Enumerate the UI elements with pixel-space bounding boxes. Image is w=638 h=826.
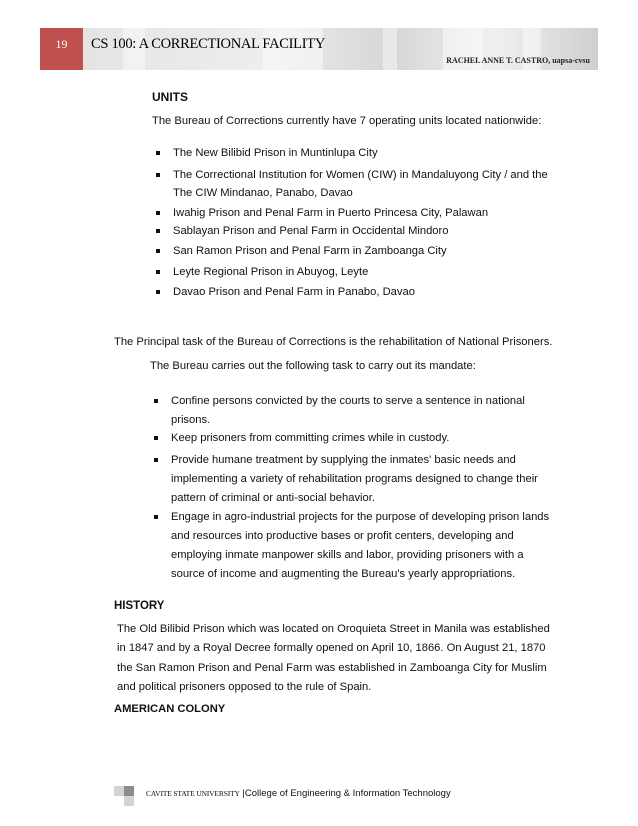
list-item: Leyte Regional Prison in Abuyog, Leyte <box>173 266 369 278</box>
list-item: prisons. <box>171 414 211 426</box>
list-item: implementing a variety of rehabilitation programs designed to change their <box>171 473 538 485</box>
principal-task: The Principal task of the Bureau of Corrections is the rehabilitation of National Prisoners. <box>114 336 553 348</box>
footer <box>146 788 451 799</box>
units-heading: UNITS <box>152 90 188 104</box>
bullet-marker <box>156 151 160 155</box>
bullet-marker <box>154 399 158 403</box>
list-item: Confine persons convicted by the courts to serve a sentence in national <box>171 395 525 407</box>
footer-decoration <box>114 786 124 796</box>
list-item: Iwahig Prison and Penal Farm in Puerto Princesa City, Palawan <box>173 207 489 219</box>
list-item: The New Bilibid Prison in Muntinlupa City <box>173 147 378 159</box>
bullet-marker <box>156 211 160 215</box>
list-item: source of income and augmenting the Bureau's yearly appropriations. <box>171 568 516 580</box>
bullet-marker <box>156 173 160 177</box>
page-title: CS 100: A CORRECTIONAL FACILITY <box>91 36 325 52</box>
footer-separator: | <box>239 788 245 799</box>
list-item: Provide humane treatment by supplying the inmates' basic needs and <box>171 454 516 466</box>
footer-university: CAVITE STATE UNIVERSITY <box>146 789 240 798</box>
list-item: pattern of criminal or anti-social behavior. <box>171 492 375 504</box>
header-author: RACHEL ANNE T. CASTRO, uapsa-cvsu <box>446 56 590 65</box>
page-number: 19 <box>55 37 68 51</box>
footer-decoration <box>124 796 134 806</box>
american-colony-heading: AMERICAN COLONY <box>114 703 226 715</box>
task-intro: The Bureau carries out the following task to carry out its mandate: <box>150 360 476 372</box>
bullet-marker <box>156 270 160 274</box>
history-line: The Old Bilibid Prison which was located on Oroquieta Street in Manila was established <box>117 623 550 635</box>
list-item: and resources into productive bases or profit centers, developing and <box>171 530 514 542</box>
bullet-marker <box>154 436 158 440</box>
footer-college: College of Engineering & Information Technology <box>244 788 451 799</box>
list-item: Engage in agro-industrial projects for the purpose of developing prison lands <box>171 511 550 523</box>
units-intro: The Bureau of Corrections currently have 7 operating units located nationwide: <box>152 115 542 127</box>
history-line: and political prisoners opposed to the rule of Spain. <box>117 680 372 693</box>
history-line: the San Ramon Prison and Penal Farm was established in Zamboanga City for Muslim <box>117 661 547 674</box>
list-item: San Ramon Prison and Penal Farm in Zamboanga City <box>173 245 447 257</box>
page-number-badge <box>40 28 83 70</box>
bullet-marker <box>154 458 158 462</box>
history-line: in 1847 and by a Royal Decree formally opened on April 10, 1866. On August 21, 1870 <box>117 642 546 655</box>
bullet-marker <box>156 229 160 233</box>
list-item: Davao Prison and Penal Farm in Panabo, Davao <box>173 286 415 298</box>
list-item: Sablayan Prison and Penal Farm in Occidental Mindoro <box>173 225 449 237</box>
bullet-marker <box>156 290 160 294</box>
list-item: employing inmate manpower skills and labor, providing prisoners with a <box>171 549 524 561</box>
history-heading: HISTORY <box>114 600 165 612</box>
footer-decoration <box>124 786 134 796</box>
list-item: The CIW Mindanao, Panabo, Davao <box>173 187 353 199</box>
list-item: Keep prisoners from committing crimes while in custody. <box>171 432 450 444</box>
bullet-marker <box>156 249 160 253</box>
list-item: The Correctional Institution for Women (CIW) in Mandaluyong City / and the <box>173 169 548 181</box>
bullet-marker <box>154 515 158 519</box>
